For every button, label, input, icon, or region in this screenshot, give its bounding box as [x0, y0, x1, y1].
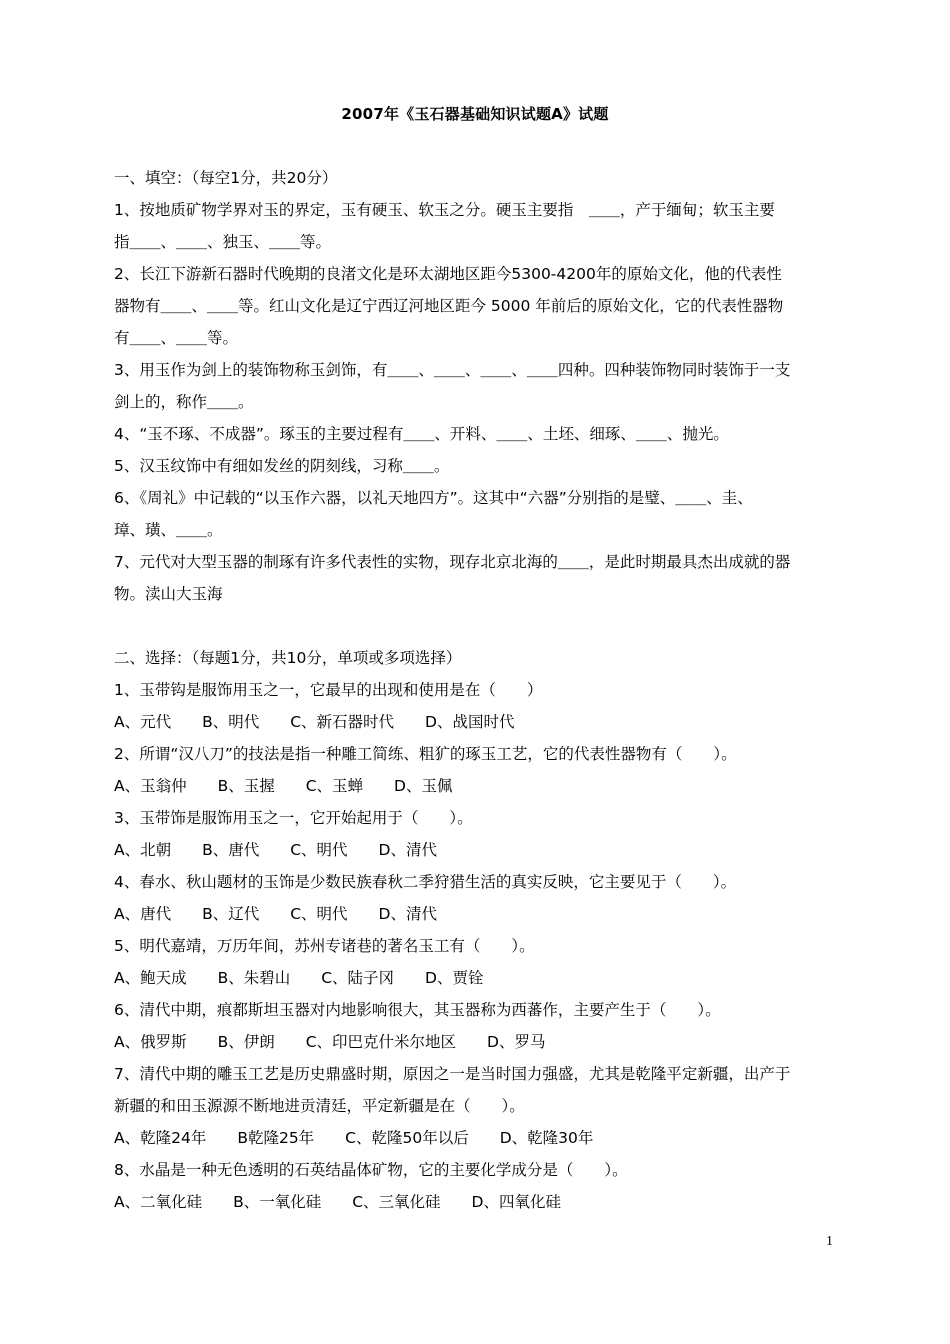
- choice-line: 5、明代嘉靖，万历年间，苏州专诸巷的著名玉工有（ ）。: [114, 937, 535, 955]
- fill-blank-line: 6、《周礼》中记载的“以玉作六器，以礼天地四方”。这其中“六器”分别指的是璧、＿＿、圭、: [114, 489, 753, 507]
- fill-blank-line: 剑上的，称作＿＿。: [114, 393, 254, 411]
- choice-line: 4、春水、秋山题材的玉饰是少数民族春秋二季狩猎生活的真实反映，它主要见于（ ）。: [114, 873, 737, 891]
- choice-line: A、元代 B、明代 C、新石器时代 D、战国时代: [114, 713, 515, 731]
- choice-line: A、乾隆24年 B乾隆25年 C、乾隆50年以后 D、乾隆30年: [114, 1129, 594, 1147]
- choice-line: A、唐代 B、辽代 C、明代 D、清代: [114, 905, 437, 923]
- choice-line: 2、所谓“汉八刀”的技法是指一种雕工简练、粗犷的琢玉工艺，它的代表性器物有（ ）。: [114, 745, 737, 763]
- choice-line: 7、清代中期的雕玉工艺是历史鼎盛时期，原因之一是当时国力强盛，尤其是乾隆平定新疆，出产于: [114, 1065, 791, 1083]
- choice-line: A、北朝 B、唐代 C、明代 D、清代: [114, 841, 437, 859]
- fill-blank-line: 璋、璜、＿＿。: [114, 521, 223, 539]
- fill-blank-line: 指＿＿、＿＿、独玉、＿＿等。: [114, 233, 332, 251]
- choice-line: 6、清代中期，痕都斯坦玉器对内地影响很大，其玉器称为西蕃作，主要产生于（ ）。: [114, 1001, 721, 1019]
- choice-line: 3、玉带饰是服饰用玉之一，它开始起用于（ ）。: [114, 809, 473, 827]
- choice-line: A、二氧化硅 B、一氧化硅 C、三氧化硅 D、四氧化硅: [114, 1193, 561, 1211]
- choice-line: A、俄罗斯 B、伊朗 C、印巴克什米尔地区 D、罗马: [114, 1033, 546, 1051]
- page-number: 1: [826, 1234, 833, 1249]
- fill-blank-line: 5、汉玉纹饰中有细如发丝的阴刻线，习称＿＿。: [114, 457, 450, 475]
- choice-line: A、鲍天成 B、朱碧山 C、陆子冈 D、贾铨: [114, 969, 484, 987]
- section-spacer: [114, 610, 854, 642]
- fill-blank-line: 4、“玉不琢、不成器”。琢玉的主要过程有＿＿、开料、＿＿、土坯、细琢、＿＿、抛光。: [114, 425, 729, 443]
- fill-blank-line: 1、按地质矿物学界对玉的界定，玉有硬玉、软玉之分。硬玉主要指 ＿＿，产于缅甸；软玉主要: [114, 201, 775, 219]
- choice-line: A、玉翁仲 B、玉握 C、玉蝉 D、玉佩: [114, 777, 453, 795]
- section-1-heading: 一、填空：（每空1分，共20分）: [114, 169, 338, 187]
- fill-blank-line: 7、元代对大型玉器的制琢有许多代表性的实物，现存北京北海的＿＿，是此时期最具杰出成就的器: [114, 553, 791, 571]
- fill-blank-line: 有＿＿、＿＿等。: [114, 329, 239, 347]
- section-2-heading: 二、选择：（每题1分，共10分，单项或多项选择）: [114, 649, 462, 667]
- choice-line: 1、玉带钩是服饰用玉之一，它最早的出现和使用是在（ ）: [114, 681, 543, 699]
- choice-line: 新疆的和田玉源源不断地进贡清廷，平定新疆是在（ ）。: [114, 1097, 525, 1115]
- choice-line: 8、水晶是一种无色透明的石英结晶体矿物，它的主要化学成分是（ ）。: [114, 1161, 628, 1179]
- exam-body: [114, 162, 854, 1218]
- document-title: 2007年《玉石器基础知识试题A》试题: [341, 105, 609, 123]
- fill-blank-line: 器物有＿＿、＿＿等。红山文化是辽宁西辽河地区距今 5000 年前后的原始文化，它的代表性器物: [114, 297, 784, 315]
- fill-blank-line: 3、用玉作为剑上的装饰物称玉剑饰，有＿＿、＿＿、＿＿、＿＿四种。四种装饰物同时装饰于一支: [114, 361, 791, 379]
- fill-blank-line: 2、长江下游新石器时代晚期的良渚文化是环太湖地区距今5300-4200年的原始文化，他的代表性: [114, 265, 782, 283]
- fill-blank-line: 物。渎山大玉海: [114, 585, 223, 603]
